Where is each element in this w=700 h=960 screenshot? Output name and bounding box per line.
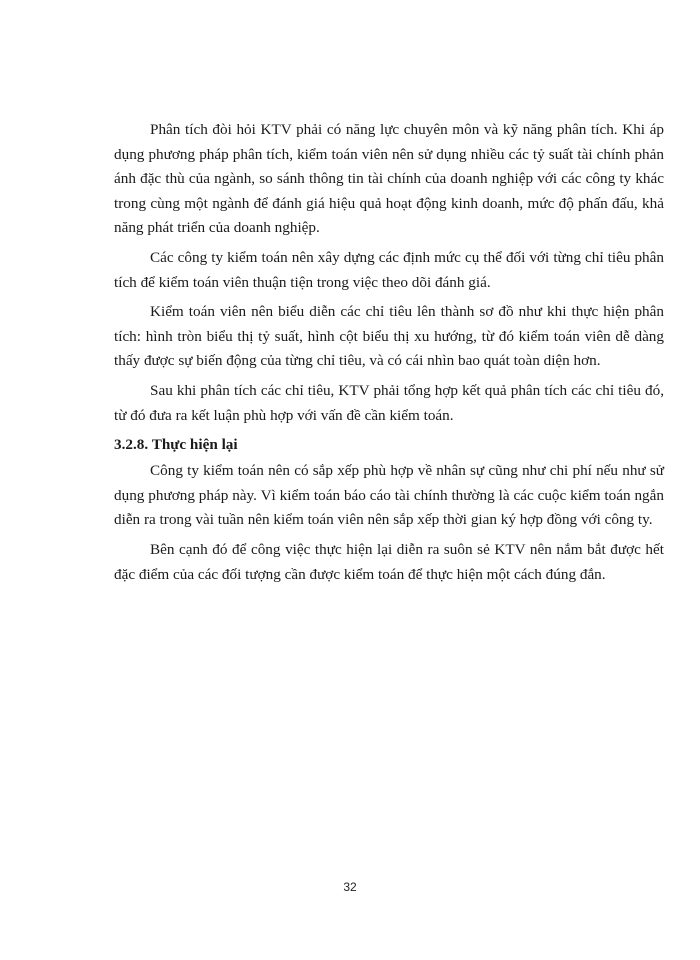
paragraph-diagrams: Kiểm toán viên nên biểu diễn các chỉ tiêu lên thành sơ đồ như khi thực hiện phân tích: hình tròn biểu thị tỷ suất, hình cột biểu thị xu hướng, từ đó kiểm toán viên dễ dàng thấy được sự biến động của từng chỉ tiêu, và có cái nhìn bao quát toàn diện hơn. [114,303,664,370]
page-body [114,118,664,592]
paragraph-summary: Sau khi phân tích các chỉ tiêu, KTV phải tổng hợp kết quả phân tích các chỉ tiêu đó, từ đó đưa ra kết luận phù hợp với vấn đề cần kiểm toán. [114,381,664,424]
section-heading: 3.2.8. Thực hiện lại [114,436,238,454]
paragraph-staffing: Công ty kiểm toán nên có sắp xếp phù hợp về nhân sự cũng như chi phí nếu như sử dụng phương pháp này. Vì kiểm toán báo cáo tài chính thường là các cuộc kiểm toán ngắn diễn ra trong vài tuần nên kiểm toán viên nên sắp xếp thời gian ký hợp đồng với công ty. [114,462,664,529]
paragraph-norms: Các công ty kiểm toán nên xây dựng các định mức cụ thể đối với từng chỉ tiêu phân tích để kiểm toán viên thuận tiện trong việc theo dõi đánh giá. [114,248,664,291]
paragraph-analysis-requirements: Phân tích đòi hỏi KTV phải có năng lực chuyên môn và kỹ năng phân tích. Khi áp dụng phương pháp phân tích, kiểm toán viên nên sử dụng nhiều các tỷ suất tài chính phản ánh đặc thù của ngành, so sánh thông tin tài chính của doanh nghiệp với các công ty khác trong cùng một ngành để đánh giá hiệu quả hoạt động kinh doanh, mức độ phấn đấu, khả năng phát triển của doanh nghiệp. [114,121,664,237]
paragraph-reperformance: Bên cạnh đó để công việc thực hiện lại diễn ra suôn sẻ KTV nên nắm bắt được hết đặc điểm của các đối tượng cần được kiểm toán để thực hiện một cách đúng đắn. [114,540,664,583]
page-number: 32 [343,880,357,894]
